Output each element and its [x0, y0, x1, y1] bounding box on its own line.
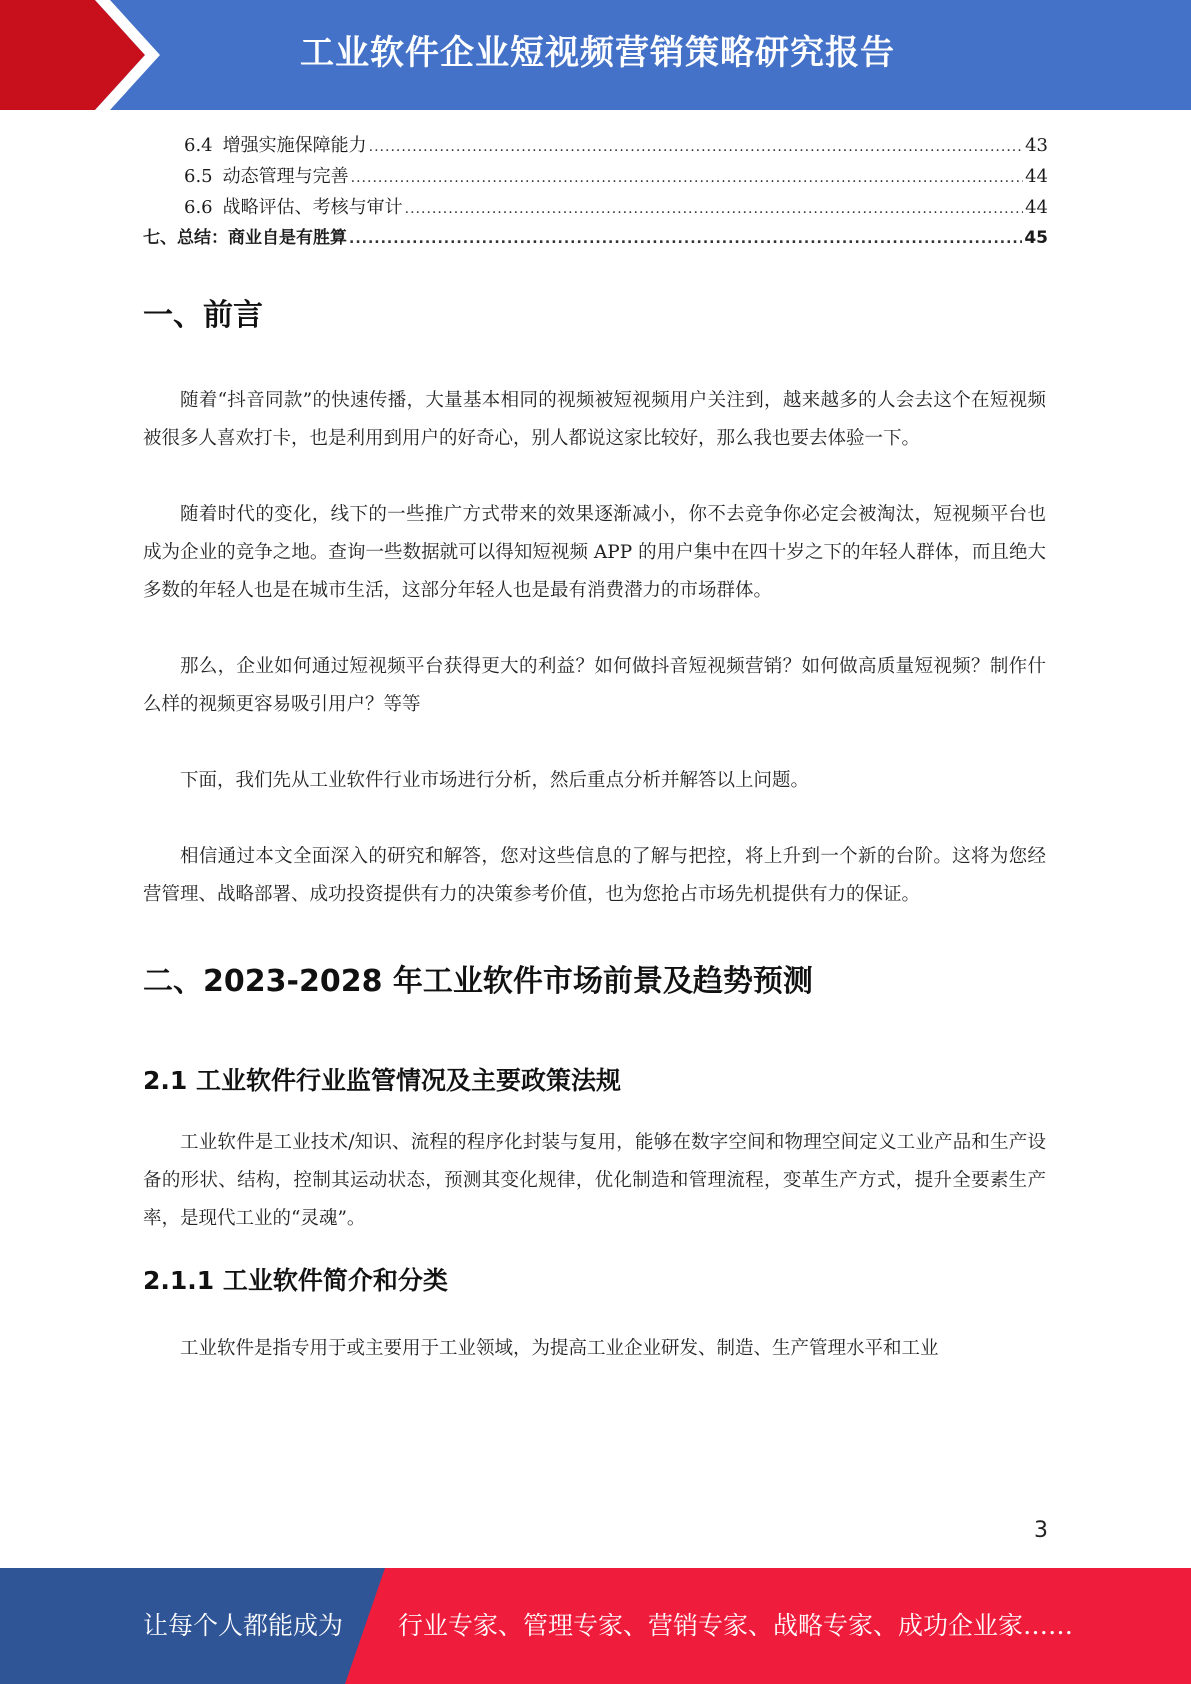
toc-entry[interactable] — [143, 130, 1048, 161]
page-footer — [0, 1568, 1191, 1684]
paragraph: 工业软件是指专用于或主要用于工业领域，为提高工业企业研发、制造、生产管理水平和工业 — [180, 1338, 939, 1359]
toc-entry-title: 战略评估、考核与审计 — [222, 197, 403, 218]
toc-entry-page: 44 — [1025, 197, 1048, 218]
subsection-heading: 2.1.1 工业软件简介和分类 — [143, 1266, 448, 1295]
toc-entry-page: 45 — [1024, 228, 1048, 248]
toc-entry-title: 总结：商业自是有胜算 — [177, 228, 347, 248]
toc-leader-dots — [369, 132, 1023, 163]
toc-entry[interactable] — [143, 223, 1048, 254]
paragraph: 随着“抖音同款”的快速传播，大量基本相同的视频被短视频用户关注到，越来越多的人会去这个在短视频被很多人喜欢打卡，也是利用到用户的好奇心，别人都说这家比较好，那么我也要去体验一下。 — [143, 390, 1046, 449]
footer-slogan-right: 行业专家、管理专家、营销专家、战略专家、成功企业家…… — [398, 1611, 1074, 1640]
toc-entry-number: 6.4 — [184, 135, 213, 156]
toc-entry-number: 七、 — [143, 228, 177, 248]
paragraph: 那么，企业如何通过短视频平台获得更大的利益？如何做抖音短视频营销？如何做高质量短视频？制作什么样的视频更容易吸引用户？等等 — [143, 656, 1046, 715]
paragraph: 相信通过本文全面深入的研究和解答，您对这些信息的了解与把控，将上升到一个新的台阶。这将为您经营管理、战略部署、成功投资提供有力的决策参考价值，也为您抢占市场先机提供有力的保证。 — [143, 846, 1046, 905]
report-title: 工业软件企业短视频营销策略研究报告 — [300, 33, 895, 73]
toc-entry-page: 44 — [1025, 166, 1048, 187]
toc-entry[interactable] — [143, 192, 1048, 223]
paragraph: 工业软件是工业技术/知识、流程的程序化封装与复用，能够在数字空间和物理空间定义工业产品和生产设备的形状、结构，控制其运动状态，预测其变化规律，优化制造和管理流程，变革生产方式，提升全要素生产率，是现代工业的“灵魂”。 — [143, 1132, 1046, 1229]
toc-entry-title: 动态管理与完善 — [222, 166, 349, 187]
page-header — [0, 0, 1191, 110]
paragraph: 下面，我们先从工业软件行业市场进行分析，然后重点分析并解答以上问题。 — [180, 770, 810, 791]
toc-leader-dots — [405, 194, 1023, 225]
section-heading: 二、2023-2028 年工业软件市场前景及趋势预测 — [143, 964, 813, 999]
toc-leader-dots — [349, 224, 1022, 255]
document-body — [143, 290, 1046, 1368]
table-of-contents — [143, 130, 1048, 254]
toc-entry-number: 6.5 — [184, 166, 213, 187]
toc-entry-page: 43 — [1025, 135, 1048, 156]
paragraph: 随着时代的变化，线下的一些推广方式带来的效果逐渐减小，你不去竞争你必定会被淘汰，短视频平台也成为企业的竞争之地。查询一些数据就可以得知短视频 APP 的用户集中在四十岁之下的年轻人群体，而且绝大多数的年轻人也是在城市生活，这部分年轻人也是最有消费潜力的市场群体。 — [143, 504, 1046, 601]
footer-slogan-left: 让每个人都能成为 — [143, 1611, 344, 1640]
page-number: 3 — [1034, 1518, 1048, 1543]
subsection-heading: 2.1 工业软件行业监管情况及主要政策法规 — [143, 1066, 621, 1095]
toc-entry-number: 6.6 — [184, 197, 213, 218]
section-heading: 一、前言 — [143, 298, 263, 333]
toc-entry-title: 增强实施保障能力 — [222, 135, 367, 156]
toc-leader-dots — [351, 163, 1023, 194]
toc-entry[interactable] — [143, 161, 1048, 192]
